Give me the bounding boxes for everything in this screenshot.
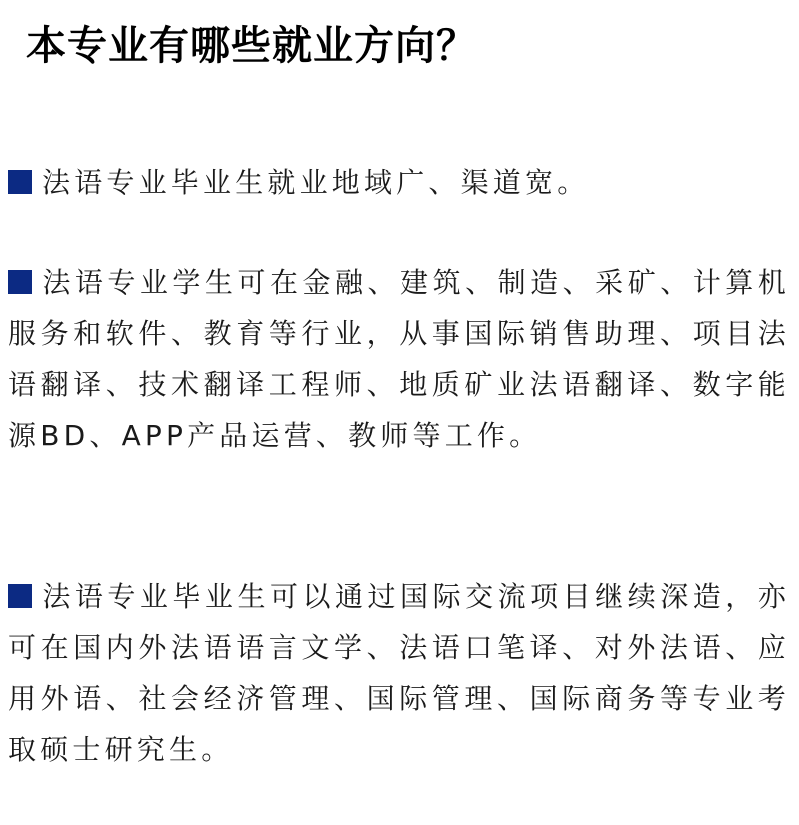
paragraph-text: 法语专业毕业生就业地域广、渠道宽。	[42, 166, 590, 199]
paragraph-employment-scope	[8, 157, 790, 208]
paragraph-further-study	[8, 571, 790, 775]
square-bullet-icon	[8, 170, 32, 194]
paragraph-text: 法语专业学生可在金融、建筑、制造、采矿、计算机服务和软件、教育等行业，从事国际销售助理、项目法语翻译、技术翻译工程师、地质矿业法语翻译、数字能源BD、APP产品运营、教师等工作。	[8, 266, 790, 452]
page-title: 本专业有哪些就业方向？	[26, 23, 477, 69]
square-bullet-icon	[8, 584, 32, 608]
paragraph-industries	[8, 257, 790, 461]
square-bullet-icon	[8, 270, 32, 294]
paragraph-text: 法语专业毕业生可以通过国际交流项目继续深造，亦可在国内外法语语言文学、法语口笔译、对外法语、应用外语、社会经济管理、国际管理、国际商务等专业考取硕士研究生。	[8, 580, 790, 766]
